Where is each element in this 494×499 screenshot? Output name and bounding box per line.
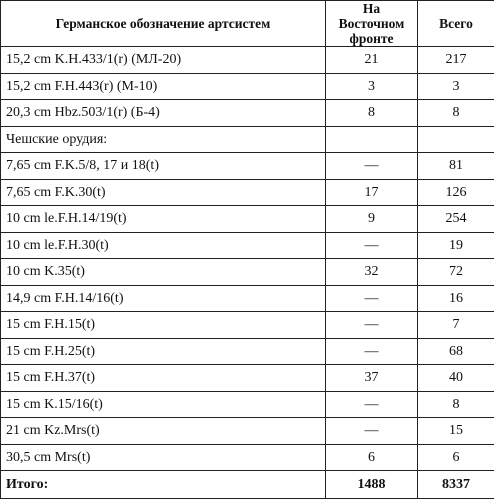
cell-east-front: — (326, 391, 418, 418)
cell-east-front: 37 (326, 365, 418, 392)
table-row (1, 391, 494, 418)
table-row (1, 206, 494, 233)
cell-total: 126 (418, 179, 494, 206)
cell-east-front: 32 (326, 259, 418, 286)
cell-total: 217 (418, 47, 494, 74)
cell-east-front: — (326, 285, 418, 312)
table-row (1, 338, 494, 365)
cell-total: 81 (418, 153, 494, 180)
cell-designation: 7,65 cm F.K.30(t) (1, 179, 326, 206)
header-east-front: На Восточном фронте (326, 1, 418, 47)
cell-designation: 15,2 cm F.H.443(r) (М-10) (1, 73, 326, 100)
table-row (1, 73, 494, 100)
cell-designation: 15 cm F.H.37(t) (1, 365, 326, 392)
cell-designation: 7,65 cm F.K.5/8, 17 и 18(t) (1, 153, 326, 180)
header-designation: Германское обозначение артсистем (1, 1, 326, 47)
cell-east-front: 3 (326, 73, 418, 100)
table-body (1, 47, 494, 499)
cell-total: 15 (418, 418, 494, 445)
cell-total: 7 (418, 312, 494, 339)
header-row (1, 1, 494, 47)
table-row (1, 365, 494, 392)
cell-east-front: 8 (326, 100, 418, 127)
cell-east-front: — (326, 418, 418, 445)
cell-east-front: 9 (326, 206, 418, 233)
total-all: 8337 (418, 471, 494, 499)
cell-designation: Чешские орудия: (1, 126, 326, 153)
header-total: Всего (418, 1, 494, 47)
cell-designation: 15,2 cm K.H.433/1(r) (МЛ-20) (1, 47, 326, 74)
table-row (1, 47, 494, 74)
cell-east-front: — (326, 232, 418, 259)
table-row (1, 444, 494, 471)
table-row (1, 126, 494, 153)
table-row (1, 312, 494, 339)
cell-east-front: — (326, 153, 418, 180)
cell-total: 19 (418, 232, 494, 259)
cell-total: 72 (418, 259, 494, 286)
cell-east-front: 6 (326, 444, 418, 471)
cell-total: 8 (418, 391, 494, 418)
table-row (1, 285, 494, 312)
cell-designation: 30,5 cm Mrs(t) (1, 444, 326, 471)
cell-designation: 10 cm K.35(t) (1, 259, 326, 286)
cell-total: 254 (418, 206, 494, 233)
cell-east-front: — (326, 338, 418, 365)
cell-designation: 20,3 cm Hbz.503/1(r) (Б-4) (1, 100, 326, 127)
table-row (1, 100, 494, 127)
cell-designation: 21 cm Kz.Mrs(t) (1, 418, 326, 445)
cell-total: 3 (418, 73, 494, 100)
cell-designation: 10 cm le.F.H.30(t) (1, 232, 326, 259)
cell-total: 16 (418, 285, 494, 312)
table-row (1, 259, 494, 286)
total-row (1, 471, 494, 499)
table-row (1, 418, 494, 445)
cell-total: 68 (418, 338, 494, 365)
table-header (1, 1, 494, 47)
cell-east-front: — (326, 312, 418, 339)
cell-east-front: 21 (326, 47, 418, 74)
cell-east-front (326, 126, 418, 153)
cell-total: 8 (418, 100, 494, 127)
total-east-front: 1488 (326, 471, 418, 499)
cell-designation: 10 cm le.F.H.14/19(t) (1, 206, 326, 233)
total-label: Итого: (1, 471, 326, 499)
table-row (1, 232, 494, 259)
cell-designation: 15 cm F.H.25(t) (1, 338, 326, 365)
cell-designation: 15 cm F.H.15(t) (1, 312, 326, 339)
cell-designation: 15 cm K.15/16(t) (1, 391, 326, 418)
table-row (1, 179, 494, 206)
cell-total: 6 (418, 444, 494, 471)
table-row (1, 153, 494, 180)
cell-total: 40 (418, 365, 494, 392)
cell-east-front: 17 (326, 179, 418, 206)
cell-designation: 14,9 cm F.H.14/16(t) (1, 285, 326, 312)
cell-total (418, 126, 494, 153)
